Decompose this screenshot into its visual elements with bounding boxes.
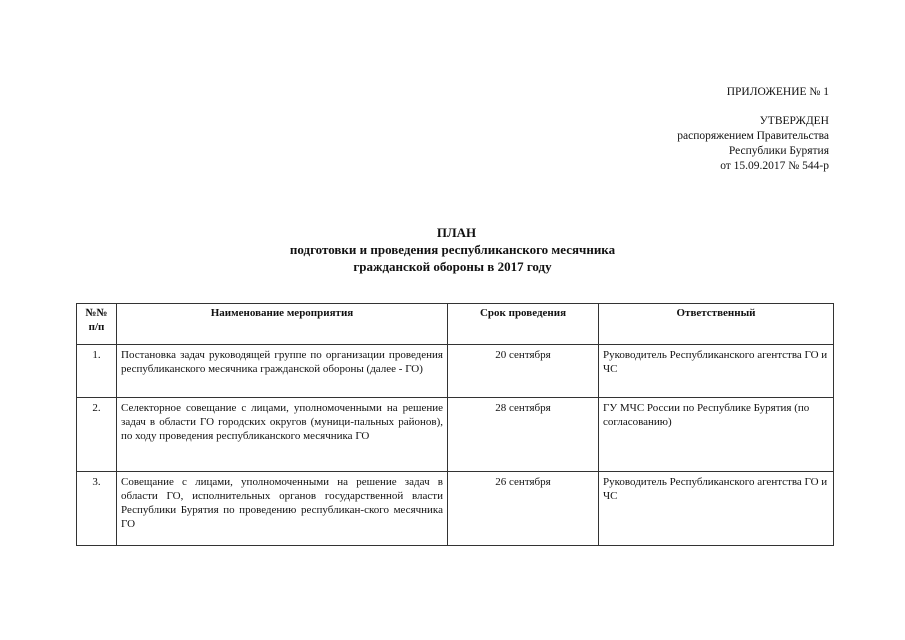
row-responsible: Руководитель Республиканского агентства ГО и ЧС (599, 345, 834, 398)
column-header-number-line2: п/п (88, 321, 105, 333)
approved-heading: УТВЕРЖДЕН (759, 115, 829, 127)
approved-date-line: от 15.09.2017 № 544-р (720, 160, 829, 172)
row-number: 2. (77, 398, 117, 472)
table-row (77, 472, 834, 546)
row-number: 3. (77, 472, 117, 546)
row-event-name: Постановка задач руководящей группе по организации проведения республиканского месячника гражданской обороны (далее - ГО) (117, 345, 448, 398)
column-header-number-line1: №№ (85, 307, 108, 319)
row-responsible: ГУ МЧС России по Республике Бурятия (по согласованию) (599, 398, 834, 472)
table-header-row (77, 304, 834, 345)
approval-block (677, 114, 829, 174)
title-line-1: ПЛАН (436, 225, 477, 240)
column-header-name: Наименование мероприятия (117, 304, 448, 345)
column-header-number (77, 304, 117, 345)
row-responsible: Руководитель Республиканского агентства ГО и ЧС (599, 472, 834, 546)
row-date: 20 сентября (448, 345, 599, 398)
row-event-name: Селекторное совещание с лицами, уполномоченными на решение задач в области ГО городских округов (муници-пальных районов), по ходу проведения республиканского месячника ГО (117, 398, 448, 472)
row-number: 1. (77, 345, 117, 398)
approved-by-line: распоряжением Правительства (677, 130, 829, 142)
table-row (77, 398, 834, 472)
row-date: 26 сентября (448, 472, 599, 546)
document-title (0, 224, 905, 275)
title-line-2: подготовки и проведения республиканского месячника (289, 242, 616, 257)
row-date: 28 сентября (448, 398, 599, 472)
plan-table (76, 303, 834, 546)
table-row (77, 345, 834, 398)
appendix-label: ПРИЛОЖЕНИЕ № 1 (726, 86, 829, 98)
row-event-name: Совещание с лицами, уполномоченными на решение задач в области ГО, исполнительных органов государственной власти Республики Бурятия по проведению республикан-ского месячника ГО (117, 472, 448, 546)
column-header-responsible: Ответственный (599, 304, 834, 345)
column-header-date: Срок проведения (448, 304, 599, 345)
approved-region-line: Республики Бурятия (728, 145, 829, 157)
title-line-3: гражданской обороны в 2017 году (353, 259, 552, 274)
